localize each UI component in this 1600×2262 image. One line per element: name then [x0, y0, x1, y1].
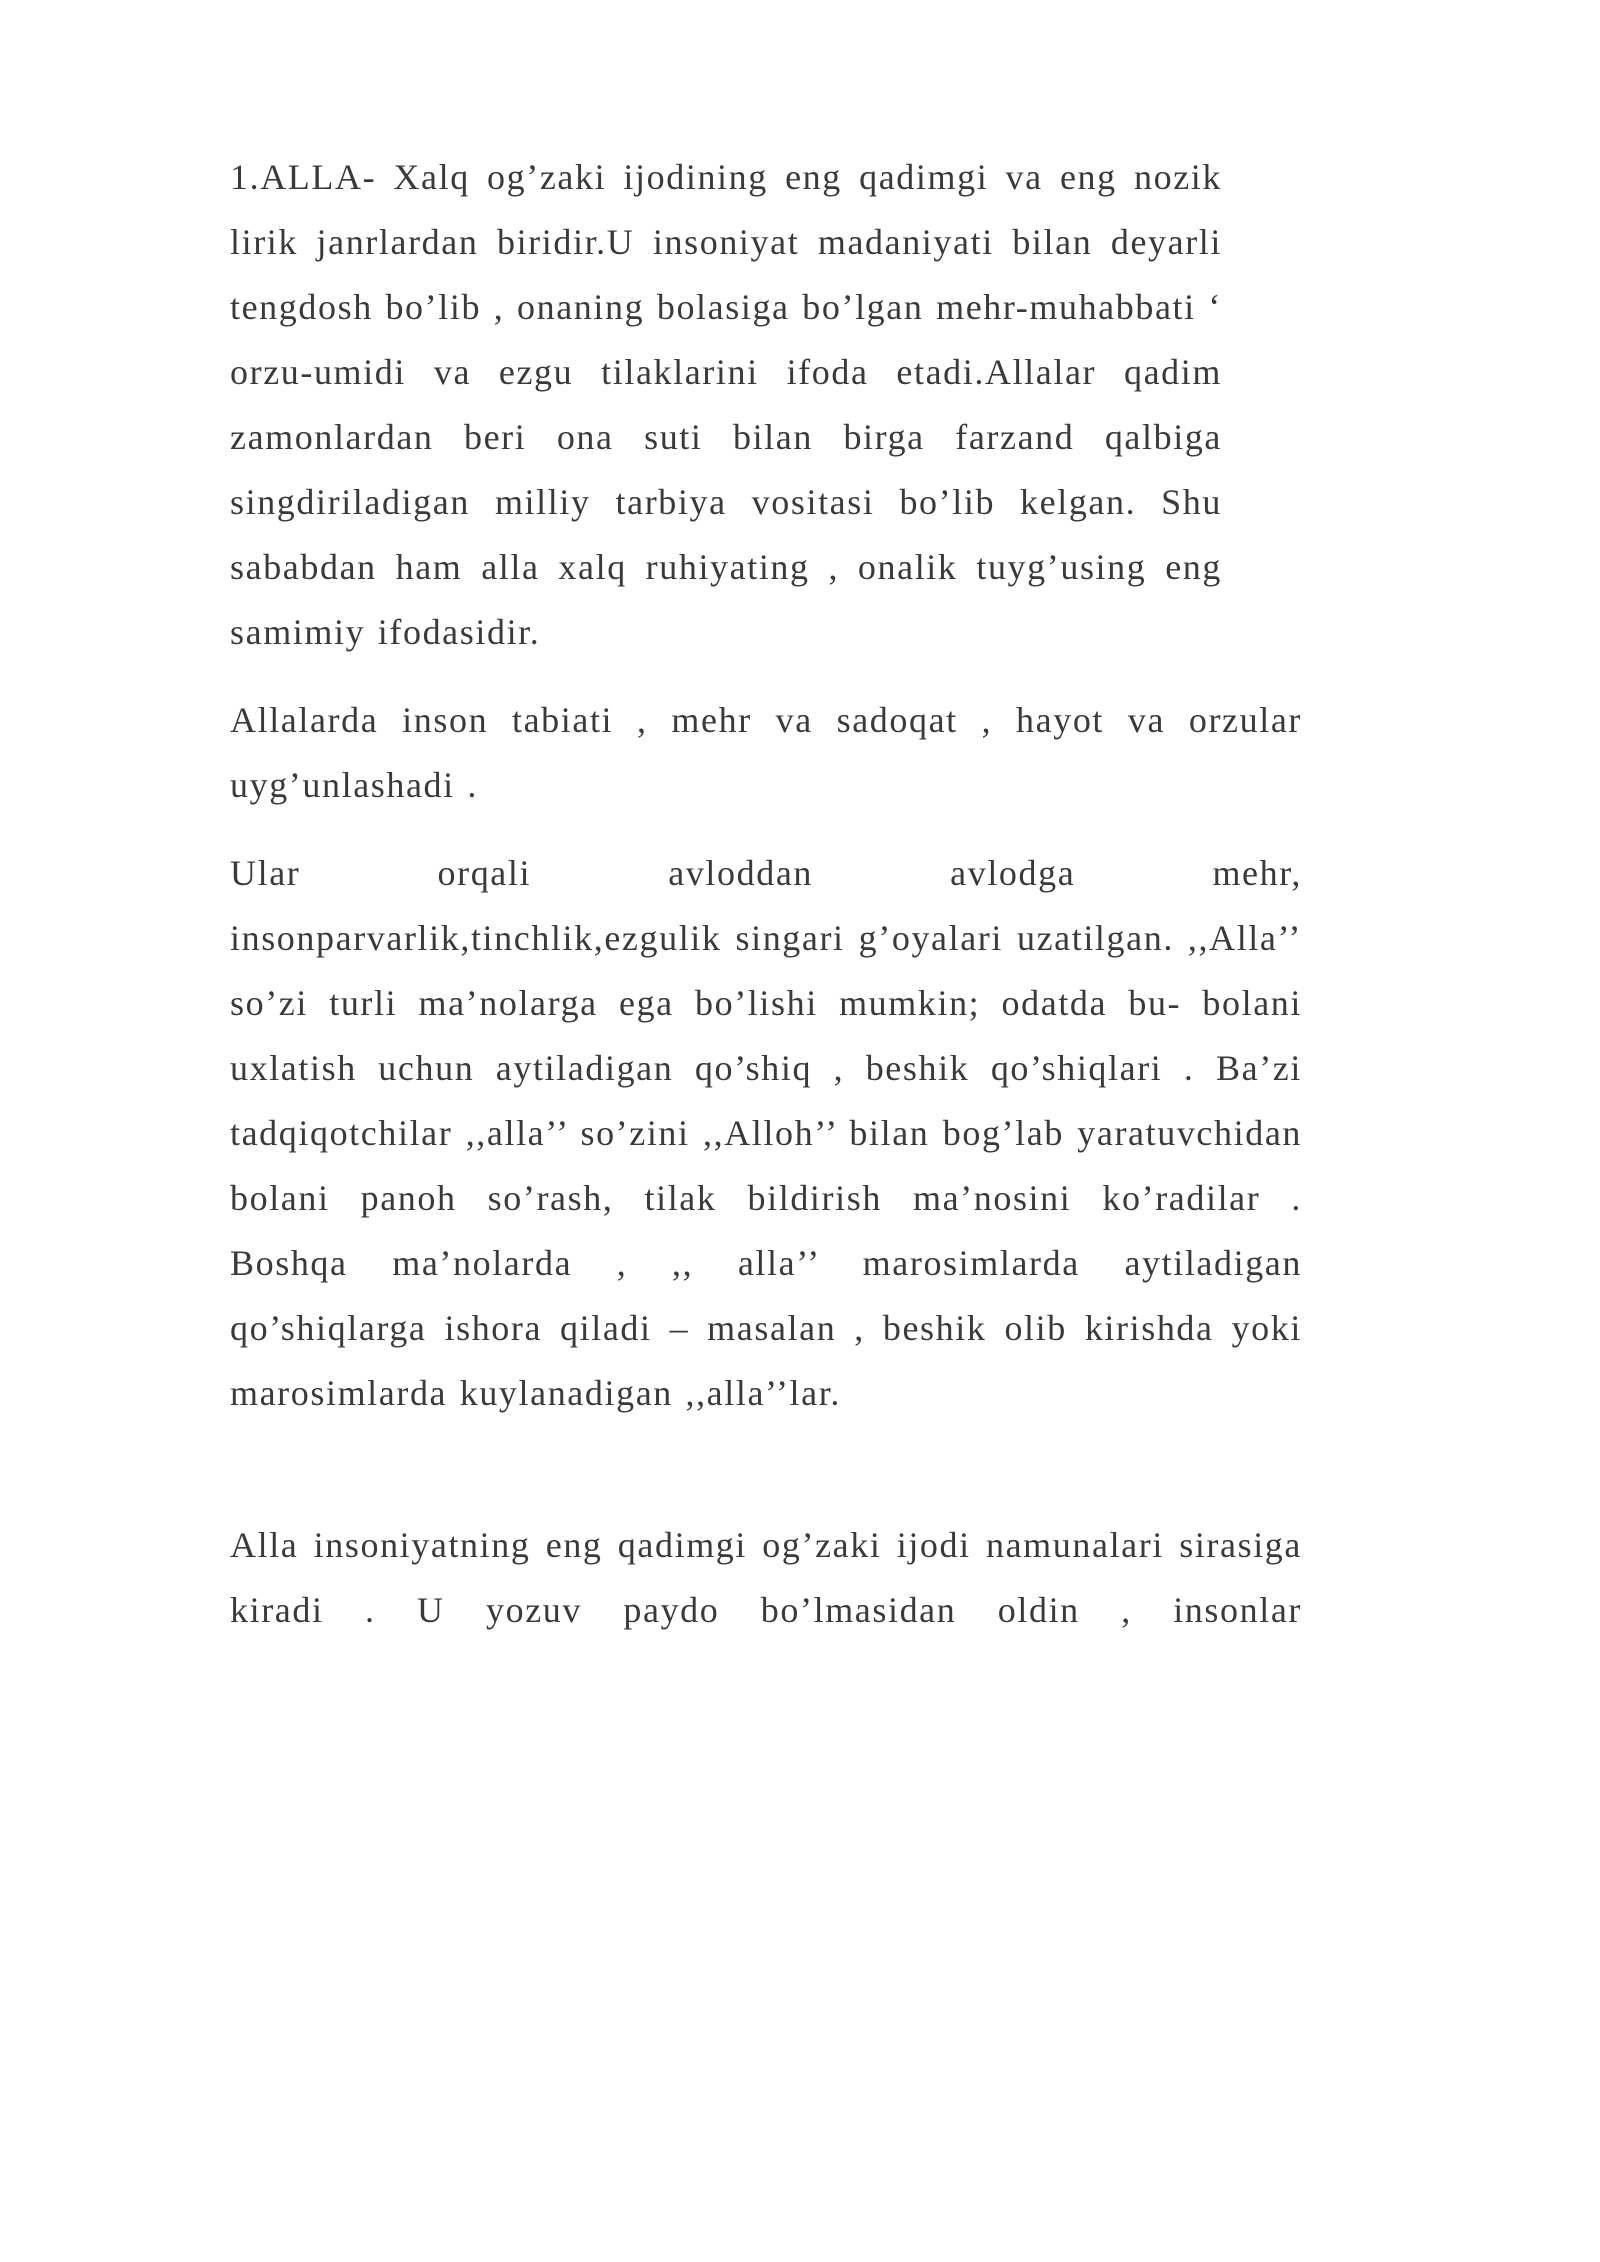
paragraph-intro: 1.ALLA- Xalq og’zaki ijodining eng qadimgi va eng nozik lirik janrlardan biridir.U insoniyat madaniyati bilan deyarli tengdosh bo’lib , onaning bolasiga bo’lgan mehr-muhabbati ‘ orzu-umidi va ezgu tilaklarini ifoda etadi.Allalar qadim zamonlardan beri ona suti bilan birga farzand qalbiga singdiriladigan milliy tarbiya vositasi bo’lib kelgan. Shu sababdan ham alla xalq ruhiyating , onalik tuyg’using eng samimiy ifodasidir. — [230, 157, 1222, 652]
paragraph-ular-orqali: Ular orqali avloddan avlodga mehr, insonparvarlik,tinchlik,ezgulik singari g’oyalari uzatilgan. ,,Alla’’ so’zi turli ma’nolarga ega bo’lishi mumkin; odatda bu- bolani uxlatish uchun aytiladigan qo’shiq , beshik qo’shiqlari . Ba’zi tadqiqotchilar ,,alla’’ so’zini ,,Alloh’’ bilan bog’lab yaratuvchidan bolani panoh so’rash, tilak bildirish ma’nosini ko’radilar . Boshqa ma’nolarda , ,, alla’’ marosimlarda aytiladigan qo’shiqlarga ishora qiladi – masalan , beshik olib kirishda yoki marosimlarda kuylanadigan ,,alla’’lar. — [230, 853, 1302, 1413]
paragraph-alla-insoniyat: Alla insoniyatning eng qadimgi og’zaki ijodi namunalari sirasiga kiradi . U yozuv paydo bo’lmasidan oldin , insonlar — [230, 1525, 1302, 1630]
paragraph-allalarda: Allalarda inson tabiati , mehr va sadoqat , hayot va orzular uyg’unlashadi . — [230, 700, 1302, 805]
